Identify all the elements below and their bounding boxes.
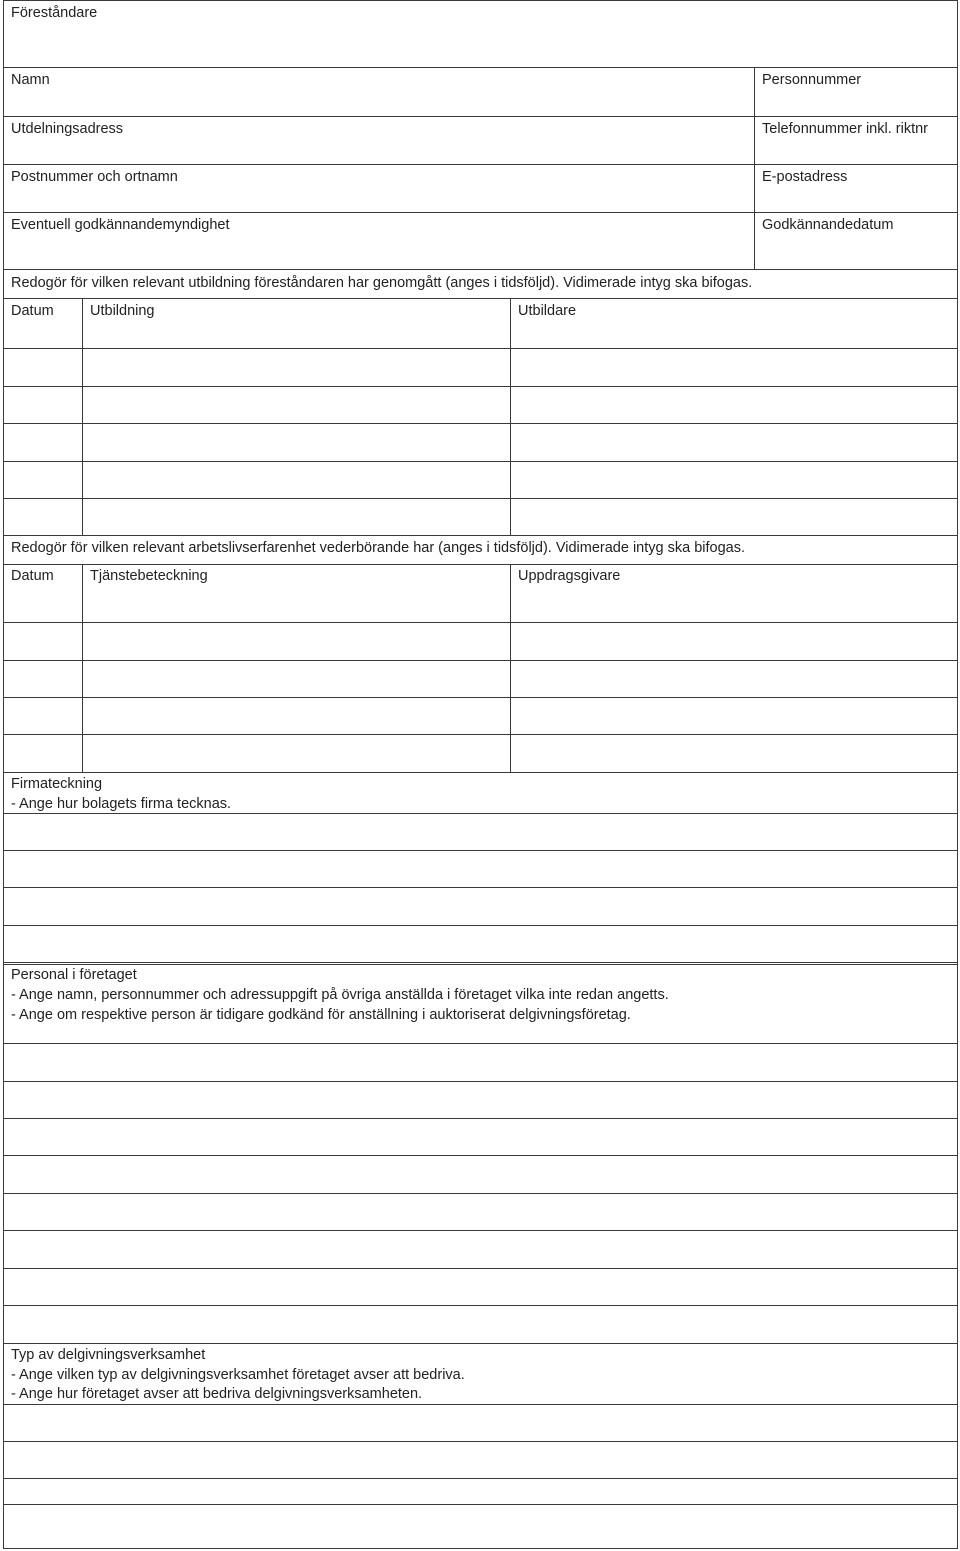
- divider: [3, 298, 958, 299]
- education-input-row[interactable]: [4, 499, 957, 535]
- authority-field[interactable]: [4, 213, 754, 269]
- verksamhet-input-row[interactable]: [4, 1505, 957, 1548]
- approval-date-field[interactable]: [755, 213, 957, 269]
- verksamhet-instruction-2: - Ange hur företaget avser att bedriva delgivningsverksamheten.: [11, 1386, 423, 1402]
- personal-input-row[interactable]: [4, 1156, 957, 1193]
- divider: [3, 269, 958, 270]
- name-field[interactable]: [4, 68, 754, 116]
- address-label: Utdelningsadress: [11, 121, 124, 137]
- column-divider: [754, 67, 755, 269]
- personal-input-row[interactable]: [4, 1306, 957, 1343]
- experience-col-datum: Datum: [11, 568, 54, 584]
- personal-input-row[interactable]: [4, 1231, 957, 1268]
- email-field[interactable]: [755, 165, 957, 212]
- personal-instruction-2: - Ange om respektive person är tidigare godkänd för anställning i auktoriserat delgivningsföretag.: [11, 1007, 631, 1023]
- email-label: E-postadress: [762, 169, 848, 185]
- experience-input-row[interactable]: [4, 698, 957, 734]
- personal-input-row[interactable]: [4, 1194, 957, 1230]
- firmateckning-input-row[interactable]: [4, 814, 957, 850]
- personal-input-row[interactable]: [4, 1269, 957, 1305]
- verksamhet-input-row[interactable]: [4, 1405, 957, 1441]
- authority-label: Eventuell godkännandemyndighet: [11, 217, 230, 233]
- phone-field[interactable]: [755, 117, 957, 164]
- postal-label: Postnummer och ortnamn: [11, 169, 178, 185]
- verksamhet-instruction-1: - Ange vilken typ av delgivningsverksamhet företaget avser att bedriva.: [11, 1367, 465, 1383]
- form-border-bottom: [3, 1548, 958, 1549]
- address-field[interactable]: [4, 117, 754, 164]
- experience-col-uppdragsgivare: Uppdragsgivare: [518, 568, 621, 584]
- education-instruction: Redogör för vilken relevant utbildning föreståndaren har genomgått (anges i tidsföljd). Vidimerade intyg ska bifogas.: [11, 275, 753, 291]
- divider: [3, 564, 958, 565]
- experience-input-row[interactable]: [4, 735, 957, 772]
- approval-date-label: Godkännandedatum: [762, 217, 894, 233]
- verksamhet-input-row[interactable]: [4, 1479, 957, 1504]
- education-col-utbildning: Utbildning: [90, 303, 155, 319]
- firmateckning-title: Firmateckning: [11, 776, 103, 792]
- education-input-row[interactable]: [4, 387, 957, 423]
- firmateckning-input-row[interactable]: [4, 851, 957, 887]
- personal-instruction-1: - Ange namn, personnummer och adressuppgift på övriga anställda i företaget vilka inte redan angetts.: [11, 987, 669, 1003]
- personal-title: Personal i företaget: [11, 967, 137, 983]
- verksamhet-title: Typ av delgivningsverksamhet: [11, 1347, 206, 1363]
- section-title-forestandare: Föreståndare: [11, 5, 98, 21]
- table-row-divider: [3, 535, 958, 536]
- verksamhet-input-row[interactable]: [4, 1442, 957, 1478]
- education-input-row[interactable]: [4, 349, 957, 386]
- form-border-top: [3, 0, 958, 1]
- personnummer-field[interactable]: [755, 68, 957, 116]
- firmateckning-instruction: - Ange hur bolagets firma tecknas.: [11, 796, 232, 812]
- divider: [3, 964, 958, 965]
- education-col-utbildare: Utbildare: [518, 303, 577, 319]
- personal-input-row[interactable]: [4, 1082, 957, 1118]
- experience-input-row[interactable]: [4, 623, 957, 660]
- education-input-row[interactable]: [4, 424, 957, 461]
- firmateckning-input-row[interactable]: [4, 888, 957, 925]
- table-row-divider: [3, 962, 958, 963]
- experience-col-tjanstebeteckning: Tjänstebeteckning: [90, 568, 208, 584]
- education-input-row[interactable]: [4, 462, 957, 498]
- table-row-divider: [3, 1343, 958, 1344]
- experience-instruction: Redogör för vilken relevant arbetslivserfarenhet vederbörande har (anges i tidsföljd). Vidimerade intyg ska bifogas.: [11, 540, 745, 556]
- firmateckning-input-row[interactable]: [4, 926, 957, 962]
- personnummer-label: Personnummer: [762, 72, 862, 88]
- education-col-datum: Datum: [11, 303, 54, 319]
- table-row-divider: [3, 772, 958, 773]
- personal-input-row[interactable]: [4, 1044, 957, 1081]
- name-label: Namn: [11, 72, 50, 88]
- postal-field[interactable]: [4, 165, 754, 212]
- phone-label: Telefonnummer inkl. riktnr: [762, 121, 928, 137]
- experience-input-row[interactable]: [4, 661, 957, 697]
- personal-input-row[interactable]: [4, 1119, 957, 1155]
- form-border-right: [957, 0, 958, 1549]
